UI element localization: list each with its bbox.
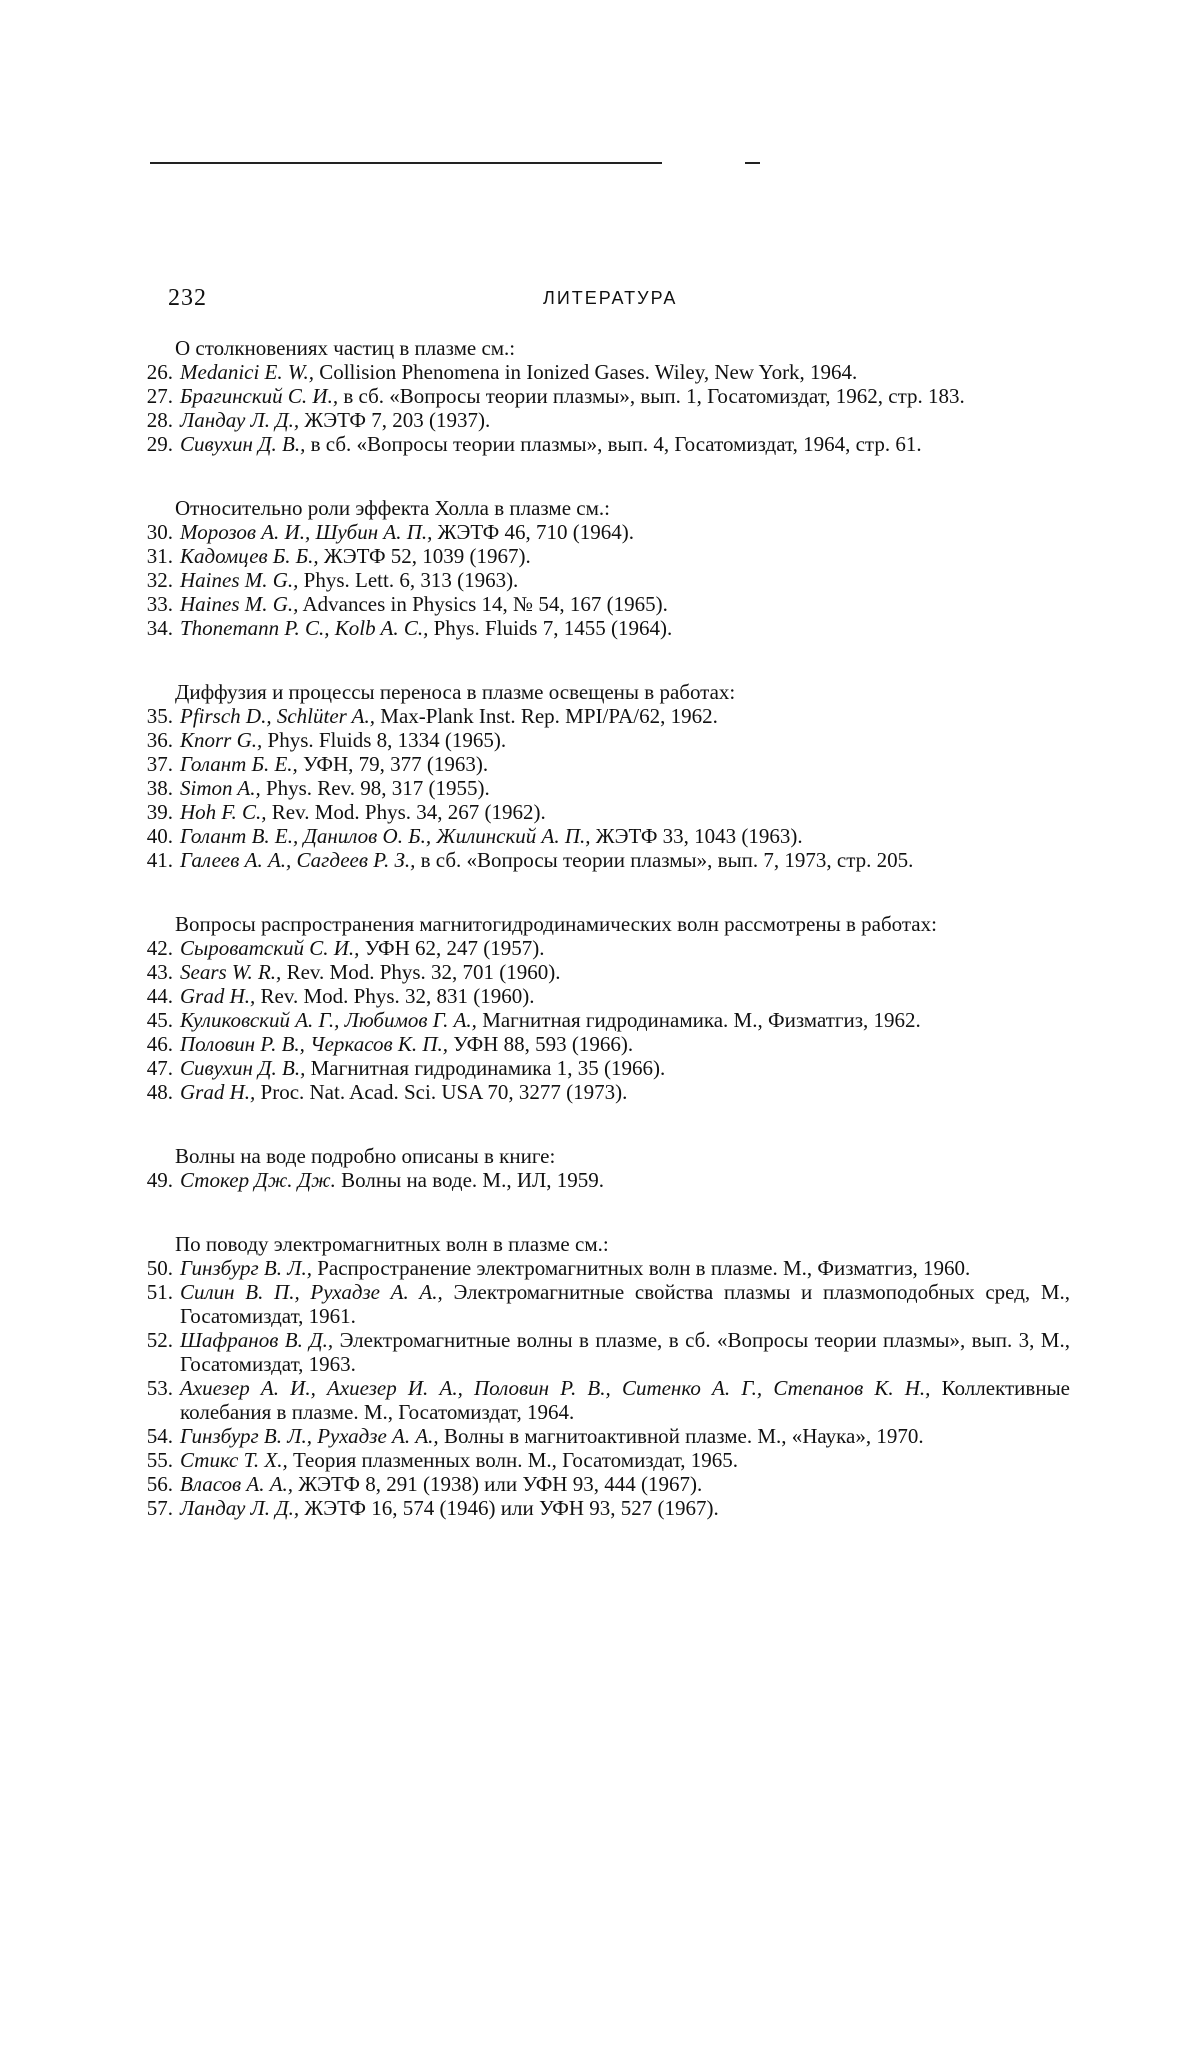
reference-authors: Власов А. А., <box>180 1472 294 1496</box>
references-body <box>135 336 1070 1560</box>
reference-entry <box>135 984 1070 1008</box>
reference-number: 27. <box>146 384 173 408</box>
reference-number: 52. <box>146 1328 173 1352</box>
reference-number: 33. <box>146 592 173 616</box>
reference-section <box>135 912 1070 1104</box>
reference-text: в сб. «Вопросы теории плазмы», вып. 4, Госатомиздат, 1964, стр. 61. <box>305 432 922 456</box>
reference-text: Max-Plank Inst. Rep. MPI/PA/62, 1962. <box>375 704 718 728</box>
reference-entry <box>135 704 1070 728</box>
reference-number: 39. <box>146 800 173 824</box>
reference-number: 35. <box>146 704 173 728</box>
reference-entry <box>135 1424 1070 1448</box>
reference-entry <box>135 616 1070 640</box>
reference-text: Rev. Mod. Phys. 32, 701 (1960). <box>281 960 561 984</box>
reference-authors: Галеев А. А., Сагдеев Р. З., <box>180 848 416 872</box>
top-rule-dash <box>745 162 760 164</box>
reference-text: ЖЭТФ 46, 710 (1964). <box>432 520 635 544</box>
reference-text: Электромагнитные свойства плазмы и плазмоподобных сред, М., Госатомиздат, 1961. <box>180 1280 1070 1328</box>
page-number: 232 <box>168 285 207 311</box>
reference-authors: Голант В. Е., Данилов О. Б., Жилинский А. П., <box>180 824 591 848</box>
reference-entry <box>135 1168 1070 1192</box>
reference-text: ЖЭТФ 33, 1043 (1963). <box>590 824 803 848</box>
reference-text: в сб. «Вопросы теории плазмы», вып. 7, 1973, стр. 205. <box>415 848 914 872</box>
reference-text: Магнитная гидродинамика 1, 35 (1966). <box>305 1056 666 1080</box>
reference-authors: Medanici E. W., <box>180 360 314 384</box>
reference-number: 45. <box>146 1008 173 1032</box>
reference-entry <box>135 1256 1070 1280</box>
reference-text: Коллективные колебания в плазме. М., Госатомиздат, 1964. <box>180 1376 1070 1424</box>
reference-number: 57. <box>146 1496 173 1520</box>
reference-entry <box>135 1448 1070 1472</box>
reference-section <box>135 1232 1070 1520</box>
reference-text: Proc. Nat. Acad. Sci. USA 70, 3277 (1973). <box>255 1080 628 1104</box>
reference-authors: Стикс Т. Х., <box>180 1448 288 1472</box>
reference-number: 56. <box>146 1472 173 1496</box>
section-intro: Диффузия и процессы переноса в плазме освещены в работах: <box>175 680 736 704</box>
reference-entry <box>135 1032 1070 1056</box>
reference-entry <box>135 848 1070 872</box>
reference-entry <box>135 520 1070 544</box>
reference-entry <box>135 592 1070 616</box>
reference-text: Phys. Rev. 98, 317 (1955). <box>260 776 490 800</box>
reference-number: 54. <box>146 1424 173 1448</box>
reference-entry <box>135 960 1070 984</box>
reference-section <box>135 496 1070 640</box>
reference-authors: Grad H., <box>180 984 256 1008</box>
reference-number: 43. <box>146 960 173 984</box>
reference-text: ЖЭТФ 7, 203 (1937). <box>299 408 491 432</box>
section-intro: По поводу электромагнитных волн в плазме см.: <box>175 1232 609 1256</box>
reference-authors: Simon A., <box>180 776 261 800</box>
reference-text: Электромагнитные волны в плазме, в сб. «Вопросы теории плазмы», вып. 3, М., Госатомиздат, 1963. <box>180 1328 1070 1376</box>
reference-text: Магнитная гидродинамика. М., Физматгиз, 1962. <box>476 1008 921 1032</box>
reference-authors: Силин В. П., Рухадзе А. А., <box>180 1280 443 1304</box>
reference-number: 30. <box>146 520 173 544</box>
reference-text: Распространение электромагнитных волн в плазме. М., Физматгиз, 1960. <box>311 1256 971 1280</box>
reference-number: 41. <box>146 848 173 872</box>
reference-text: Phys. Fluids 8, 1334 (1965). <box>262 728 507 752</box>
reference-number: 29. <box>146 432 173 456</box>
reference-text: Rev. Mod. Phys. 34, 267 (1962). <box>266 800 546 824</box>
reference-text: Phys. Lett. 6, 313 (1963). <box>298 568 519 592</box>
section-intro: Вопросы распространения магнитогидродинамических волн рассмотрены в работах: <box>175 912 937 936</box>
reference-number: 40. <box>146 824 173 848</box>
reference-section <box>135 680 1070 872</box>
reference-authors: Thonemann P. C., Kolb A. C., <box>180 616 429 640</box>
reference-number: 47. <box>146 1056 173 1080</box>
reference-entry <box>135 544 1070 568</box>
reference-number: 31. <box>146 544 173 568</box>
reference-entry <box>135 1496 1070 1520</box>
reference-entry <box>135 568 1070 592</box>
reference-authors: Sears W. R., <box>180 960 282 984</box>
reference-authors: Ахиезер А. И., Ахиезер И. А., Половин Р. В., Ситенко А. Г., Степанов К. Н., <box>180 1376 931 1400</box>
reference-section <box>135 336 1070 456</box>
reference-entry <box>135 824 1070 848</box>
reference-entry <box>135 1328 1070 1376</box>
reference-authors: Haines M. G., <box>180 568 299 592</box>
reference-number: 37. <box>146 752 173 776</box>
reference-authors: Гинзбург В. Л., <box>180 1256 312 1280</box>
reference-number: 26. <box>146 360 173 384</box>
reference-number: 44. <box>146 984 173 1008</box>
reference-entry <box>135 384 1070 408</box>
reference-text: УФН, 79, 377 (1963). <box>297 752 489 776</box>
reference-section <box>135 1144 1070 1192</box>
reference-number: 51. <box>146 1280 173 1304</box>
reference-entry <box>135 408 1070 432</box>
reference-entry <box>135 432 1070 456</box>
reference-text: ЖЭТФ 8, 291 (1938) или УФН 93, 444 (1967). <box>293 1472 703 1496</box>
reference-text: Волны в магнитоактивной плазме. М., «Наука», 1970. <box>438 1424 924 1448</box>
reference-number: 55. <box>146 1448 173 1472</box>
reference-text: ЖЭТФ 16, 574 (1946) или УФН 93, 527 (1967). <box>299 1496 719 1520</box>
reference-text: УФН 88, 593 (1966). <box>448 1032 634 1056</box>
reference-text: в сб. «Вопросы теории плазмы», вып. 1, Госатомиздат, 1962, стр. 183. <box>338 384 965 408</box>
reference-number: 34. <box>146 616 173 640</box>
reference-authors: Половин Р. В., Черкасов К. П., <box>180 1032 449 1056</box>
reference-entry <box>135 752 1070 776</box>
reference-number: 38. <box>146 776 173 800</box>
reference-text: Rev. Mod. Phys. 32, 831 (1960). <box>255 984 535 1008</box>
reference-number: 49. <box>146 1168 173 1192</box>
reference-entry <box>135 936 1070 960</box>
reference-text: УФН 62, 247 (1957). <box>359 936 545 960</box>
reference-authors: Голант Б. Е., <box>180 752 298 776</box>
reference-authors: Grad H., <box>180 1080 256 1104</box>
reference-entry <box>135 1472 1070 1496</box>
reference-authors: Knorr G., <box>180 728 263 752</box>
page-header <box>168 285 1028 315</box>
reference-text: ЖЭТФ 52, 1039 (1967). <box>318 544 531 568</box>
reference-authors: Ландау Л. Д., <box>180 1496 300 1520</box>
reference-authors: Куликовский А. Г., Любимов Г. А., <box>180 1008 477 1032</box>
reference-authors: Pfirsch D., Schlüter A., <box>180 704 376 728</box>
reference-authors: Стокер Дж. Дж. <box>180 1168 336 1192</box>
reference-authors: Сивухин Д. В., <box>180 432 306 456</box>
reference-text: Collision Phenomena in Ionized Gases. Wiley, New York, 1964. <box>313 360 858 384</box>
reference-number: 50. <box>146 1256 173 1280</box>
reference-entry <box>135 776 1070 800</box>
reference-text: Волны на воде. М., ИЛ, 1959. <box>335 1168 605 1192</box>
reference-entry <box>135 1056 1070 1080</box>
reference-number: 32. <box>146 568 173 592</box>
reference-number: 36. <box>146 728 173 752</box>
reference-authors: Сыроватский С. И., <box>180 936 360 960</box>
reference-entry <box>135 1080 1070 1104</box>
reference-text: Advances in Physics 14, № 54, 167 (1965). <box>298 592 668 616</box>
reference-entry <box>135 728 1070 752</box>
reference-authors: Ландау Л. Д., <box>180 408 300 432</box>
reference-number: 28. <box>146 408 173 432</box>
reference-authors: Кадомцев Б. Б., <box>180 544 319 568</box>
reference-authors: Брагинский С. И., <box>180 384 339 408</box>
section-intro: Волны на воде подробно описаны в книге: <box>175 1144 556 1168</box>
top-rule <box>150 162 662 164</box>
reference-entry <box>135 800 1070 824</box>
reference-text: Теория плазменных волн. М., Госатомиздат, 1965. <box>287 1448 739 1472</box>
reference-number: 53. <box>146 1376 173 1400</box>
section-intro: О столкновениях частиц в плазме см.: <box>175 336 516 360</box>
reference-text: Phys. Fluids 7, 1455 (1964). <box>428 616 673 640</box>
reference-number: 48. <box>146 1080 173 1104</box>
reference-authors: Гинзбург В. Л., Рухадзе А. А., <box>180 1424 439 1448</box>
reference-entry <box>135 1008 1070 1032</box>
reference-authors: Сивухин Д. В., <box>180 1056 306 1080</box>
reference-entry <box>135 360 1070 384</box>
reference-number: 42. <box>146 936 173 960</box>
reference-authors: Haines M. G., <box>180 592 299 616</box>
reference-entry <box>135 1280 1070 1328</box>
reference-authors: Морозов А. И., Шубин А. П., <box>180 520 433 544</box>
reference-number: 46. <box>146 1032 173 1056</box>
reference-authors: Hoh F. C., <box>180 800 267 824</box>
running-head: ЛИТЕРАТУРА <box>543 288 678 308</box>
reference-authors: Шафранов В. Д., <box>180 1328 334 1352</box>
reference-entry <box>135 1376 1070 1424</box>
section-intro: Относительно роли эффекта Холла в плазме см.: <box>175 496 610 520</box>
